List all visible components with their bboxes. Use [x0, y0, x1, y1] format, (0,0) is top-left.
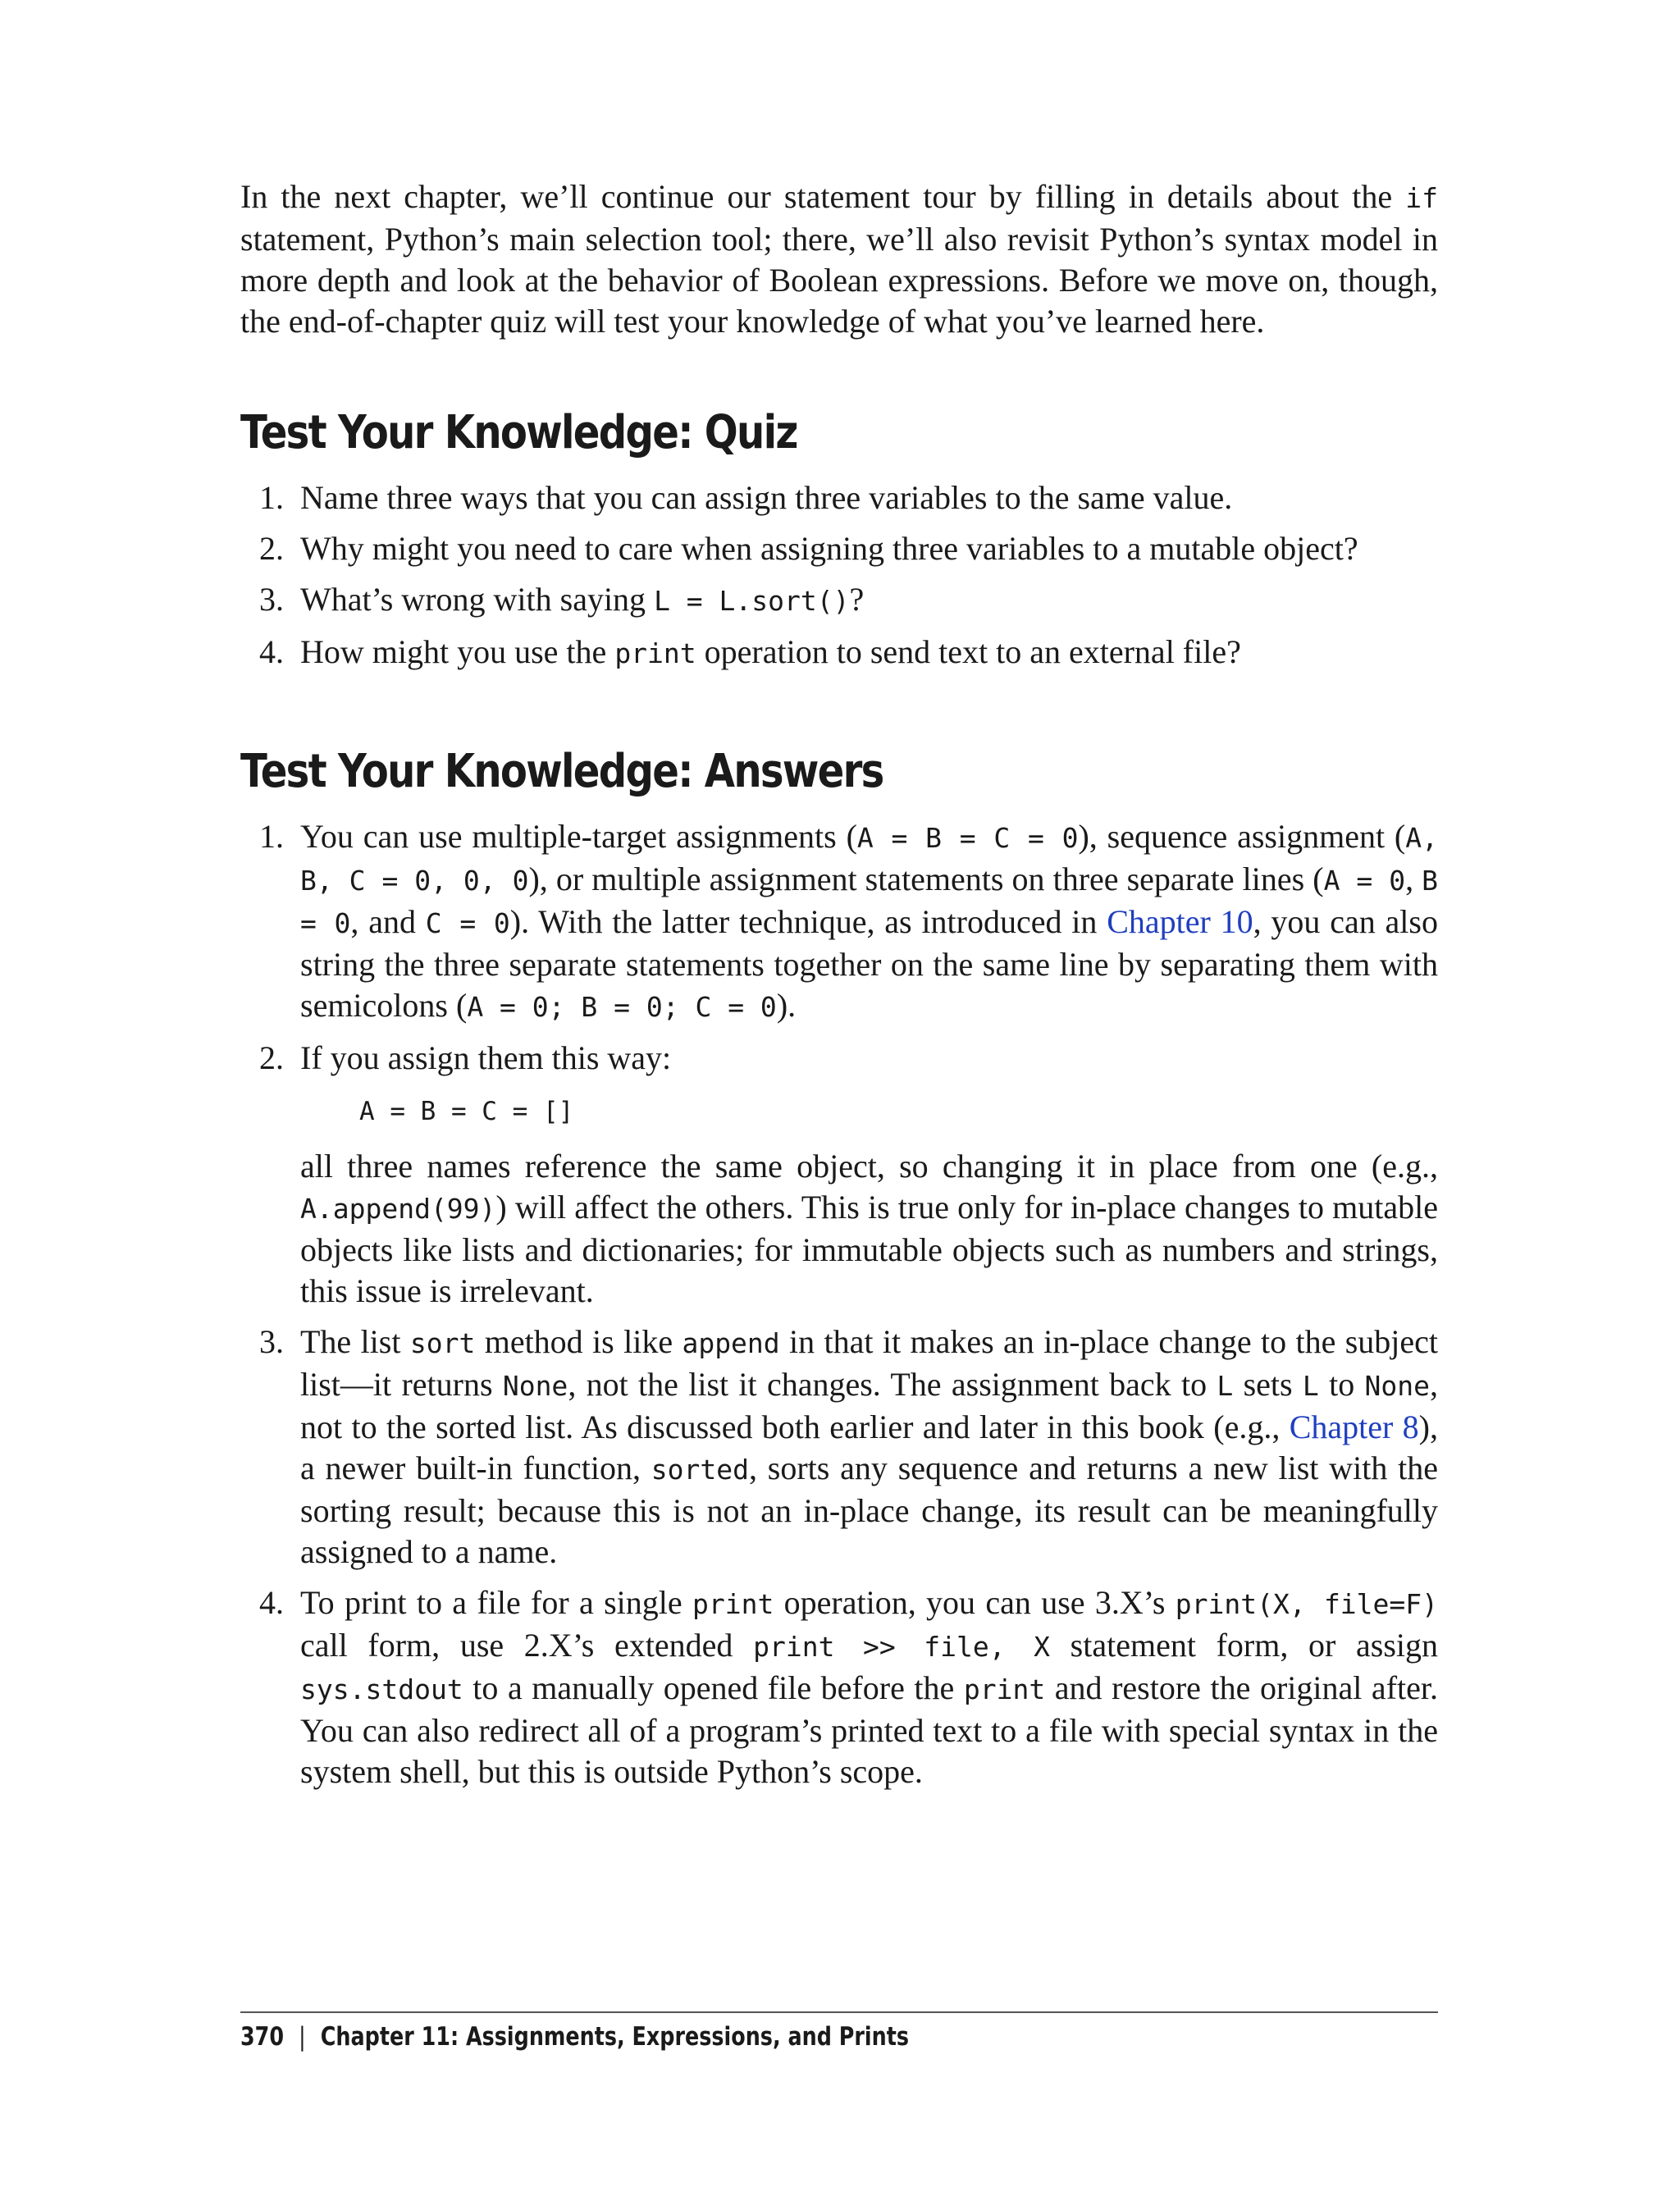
answer-text: ), or multiple assignment statements on three separate lines (	[528, 861, 1324, 897]
item-number: 4.	[259, 1584, 284, 1621]
page-footer	[240, 2022, 909, 2052]
answer-text: , sorts any sequence and returns a new list with the sorting result; because this is not an in-place change, its result can be meaningfully assigned to a name.	[300, 1449, 1438, 1570]
quiz-item-2	[240, 528, 1438, 569]
inline-code: print >> file, X	[753, 1631, 1050, 1663]
inline-code: None	[502, 1370, 568, 1402]
item-number: 3.	[259, 1323, 284, 1360]
inline-code: L	[1302, 1370, 1319, 1402]
answer-text: , and	[350, 903, 426, 940]
answer-text: , you can also string the three separate statements together on the same line by separating them with semicolons (	[300, 903, 1438, 1024]
inline-code: A = B = C = 0	[856, 822, 1079, 854]
quiz-list	[240, 477, 1438, 674]
answer-text: To print to a file for a single	[300, 1584, 692, 1621]
inline-code: sorted	[651, 1454, 749, 1486]
inline-code: L	[1217, 1370, 1234, 1402]
inline-code: print	[963, 1673, 1046, 1705]
answer-text: sets	[1233, 1366, 1303, 1403]
answer-item-2	[240, 1038, 1438, 1312]
answer-text: in that it makes an in-place change to the subject list—it returns	[300, 1323, 1438, 1403]
quiz-item-3	[240, 579, 1438, 622]
page-content	[240, 176, 1438, 1802]
item-number: 2.	[259, 1039, 284, 1076]
inline-code: append	[682, 1327, 780, 1359]
inline-code: L = L.sort()	[654, 585, 850, 617]
inline-code: None	[1364, 1370, 1430, 1402]
quiz-text: Name three ways that you can assign three variables to the same value.	[300, 479, 1233, 516]
quiz-text: Why might you need to care when assigning three variables to a mutable object?	[300, 530, 1358, 567]
answer-text: all three names reference the same object, so changing it in place from one (e.g.,	[300, 1148, 1438, 1185]
inline-code: A = 0; B = 0; C = 0	[467, 991, 777, 1023]
intro-text-1: In the next chapter, we’ll continue our statement tour by filling in details about the	[240, 178, 1406, 215]
answer-text: ), a newer built-in function,	[300, 1408, 1438, 1486]
inline-code: B = 0	[300, 865, 1439, 939]
answer-item-1	[240, 816, 1438, 1028]
answer-text: , not the list it changes. The assignment back to	[568, 1366, 1217, 1403]
inline-code: print	[692, 1588, 774, 1620]
footer-separator: |	[299, 2022, 306, 2052]
answer-text: operation, you can use 3.X’s	[774, 1584, 1176, 1621]
answer-text: to a manually opened file before the	[463, 1669, 964, 1706]
quiz-text: operation to send text to an external file?	[696, 633, 1241, 670]
chapter-8-link[interactable]: Chapter 8	[1289, 1408, 1419, 1445]
answers-list	[240, 816, 1438, 1792]
footer-divider	[240, 2011, 1438, 2013]
quiz-text: How might you use the	[300, 633, 615, 670]
answer-text: method is like	[475, 1323, 682, 1360]
answer-item-3	[240, 1322, 1438, 1573]
quiz-text: What’s wrong with saying	[300, 581, 655, 618]
inline-code: print(X, file=F)	[1175, 1588, 1439, 1620]
intro-paragraph	[240, 176, 1438, 342]
inline-code: sys.stdout	[300, 1673, 463, 1705]
answer-text: ,	[1405, 861, 1422, 897]
quiz-heading: Test Your Knowledge: Quiz	[240, 406, 797, 459]
chapter-title: Chapter 11: Assignments, Expressions, and Prints	[320, 2022, 910, 2052]
answer-text: ).	[776, 987, 797, 1024]
item-number: 4.	[259, 633, 284, 670]
page-number: 370	[240, 2022, 285, 2052]
code-block: A = B = C = []	[359, 1097, 574, 1126]
item-number: 1.	[259, 479, 284, 516]
inline-code: print	[614, 637, 696, 669]
item-number: 1.	[259, 818, 284, 855]
answers-heading: Test Your Knowledge: Answers	[240, 745, 883, 798]
inline-code: sort	[409, 1327, 476, 1359]
quiz-item-4	[240, 632, 1438, 674]
intro-text-2: statement, Python’s main selection tool; there, we’ll also revisit Python’s syntax model in more depth and look at the behavior of Boolean expressions. Before we move on, though, the end-of-chapter quiz will test your knowledge of what you’ve learned here.	[240, 221, 1438, 340]
answer-item-4	[240, 1582, 1438, 1792]
answer-text: and restore the original after. You can also redirect all of a program’s printed text to a file with special syntax in the system shell, but this is outside Python’s scope.	[300, 1669, 1438, 1790]
inline-code: A.append(99)	[300, 1193, 496, 1225]
chapter-10-link[interactable]: Chapter 10	[1107, 903, 1253, 940]
answer-text: The list	[300, 1323, 410, 1360]
item-number: 3.	[259, 581, 284, 618]
inline-code-if: if	[1405, 182, 1438, 214]
answer-text: ), sequence assignment (	[1078, 818, 1406, 855]
answer-text: If you assign them this way:	[300, 1039, 672, 1076]
answer-text: You can use multiple-target assignments (	[300, 818, 857, 855]
quiz-text: ?	[849, 581, 865, 618]
answer-text: ) will affect the others. This is true only for in-place changes to mutable objects like lists and dictionaries; for immutable objects such as numbers and strings, this issue is irrelevant.	[300, 1189, 1438, 1309]
answer-text: , not to the sorted list. As discussed both earlier and later in this book (e.g.,	[300, 1366, 1438, 1445]
inline-code: A = 0	[1323, 865, 1406, 897]
item-number: 2.	[259, 530, 284, 567]
answer-text: to	[1318, 1366, 1365, 1403]
inline-code: A, B, C = 0, 0, 0	[300, 822, 1439, 897]
inline-code: C = 0	[425, 907, 510, 939]
answer-text: ). With the latter technique, as introduced in	[509, 903, 1107, 940]
answer-text: statement form, or assign	[1049, 1627, 1439, 1664]
quiz-item-1	[240, 477, 1438, 518]
answer-text: call form, use 2.X’s extended	[300, 1627, 754, 1664]
